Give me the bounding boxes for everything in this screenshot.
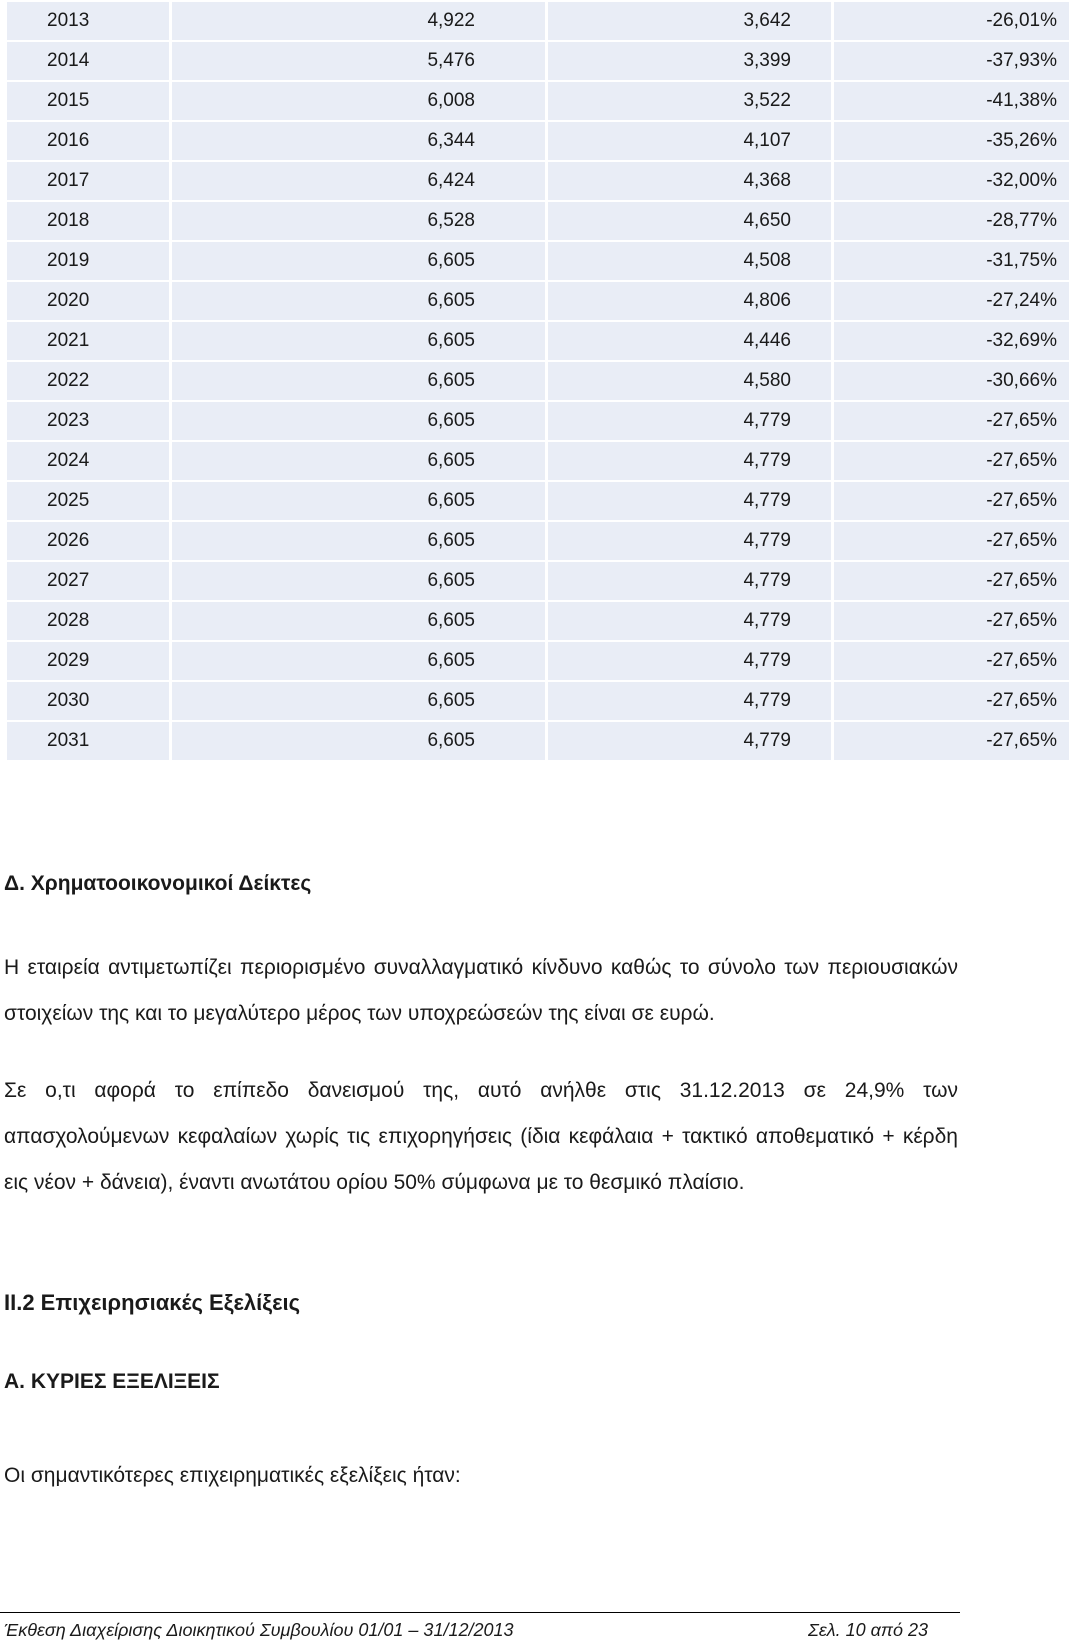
table-row xyxy=(7,602,1069,640)
cell-value-1: 6,605 xyxy=(172,442,545,480)
cell-value-1: 6,605 xyxy=(172,482,545,520)
cell-value-1: 6,605 xyxy=(172,522,545,560)
table-row xyxy=(7,442,1069,480)
cell-value-1: 4,922 xyxy=(172,2,545,40)
table-row xyxy=(7,42,1069,80)
cell-change-percent: -27,65% xyxy=(834,522,1069,560)
paragraph-currency-risk: Η εταιρεία αντιμετωπίζει περιορισμένο συναλλαγματικό κίνδυνο καθώς το σύνολο των περιουσιακών στοιχείων της και το μεγαλύτερο μέρος των υποχρεώσεών της είναι σε ευρώ. xyxy=(4,956,958,1025)
cell-year: 2017 xyxy=(7,162,169,200)
cell-value-2: 4,779 xyxy=(548,722,831,760)
cell-value-1: 6,424 xyxy=(172,162,545,200)
cell-year: 2029 xyxy=(7,642,169,680)
cell-year: 2028 xyxy=(7,602,169,640)
table-row xyxy=(7,322,1069,360)
cell-change-percent: -27,65% xyxy=(834,682,1069,720)
cell-value-1: 6,605 xyxy=(172,402,545,440)
section-heading-business-developments: ΙΙ.2 Επιχειρησιακές Εξελίξεις xyxy=(4,1290,301,1315)
cell-value-1: 6,605 xyxy=(172,642,545,680)
table-row xyxy=(7,162,1069,200)
cell-year: 2019 xyxy=(7,242,169,280)
cell-change-percent: -26,01% xyxy=(834,2,1069,40)
table-row xyxy=(7,682,1069,720)
cell-year: 2031 xyxy=(7,722,169,760)
cell-change-percent: -27,65% xyxy=(834,642,1069,680)
cell-year: 2018 xyxy=(7,202,169,240)
cell-change-percent: -27,65% xyxy=(834,482,1069,520)
cell-value-2: 4,779 xyxy=(548,522,831,560)
cell-value-2: 4,779 xyxy=(548,682,831,720)
table-row xyxy=(7,282,1069,320)
section-heading-financial-indicators: Δ. Χρηματοοικονομικοί Δείκτες xyxy=(4,872,312,895)
cell-change-percent: -27,65% xyxy=(834,722,1069,760)
cell-value-1: 6,605 xyxy=(172,682,545,720)
cell-change-percent: -27,65% xyxy=(834,562,1069,600)
cell-value-1: 6,605 xyxy=(172,242,545,280)
cell-change-percent: -30,66% xyxy=(834,362,1069,400)
cell-year: 2026 xyxy=(7,522,169,560)
cell-value-2: 4,779 xyxy=(548,642,831,680)
footer-document-title: Έκθεση Διαχείρισης Διοικητικού Συμβουλίου 01/01 – 31/12/2013 xyxy=(4,1620,514,1640)
footer-page-number: Σελ. 10 από 23 xyxy=(808,1620,928,1640)
paragraph-main-developments-intro: Οι σημαντικότερες επιχειρηματικές εξελίξεις ήταν: xyxy=(4,1464,461,1487)
table-row xyxy=(7,482,1069,520)
cell-value-2: 4,508 xyxy=(548,242,831,280)
cell-value-1: 6,605 xyxy=(172,722,545,760)
cell-value-2: 4,107 xyxy=(548,122,831,160)
cell-value-1: 6,528 xyxy=(172,202,545,240)
cell-value-1: 6,605 xyxy=(172,362,545,400)
cell-value-1: 6,008 xyxy=(172,82,545,120)
cell-change-percent: -28,77% xyxy=(834,202,1069,240)
table-row xyxy=(7,122,1069,160)
cell-value-1: 6,605 xyxy=(172,322,545,360)
cell-change-percent: -41,38% xyxy=(834,82,1069,120)
cell-value-2: 4,779 xyxy=(548,482,831,520)
table-row xyxy=(7,2,1069,40)
cell-change-percent: -27,65% xyxy=(834,442,1069,480)
cell-value-1: 6,605 xyxy=(172,562,545,600)
cell-value-2: 4,779 xyxy=(548,562,831,600)
cell-change-percent: -35,26% xyxy=(834,122,1069,160)
cell-year: 2024 xyxy=(7,442,169,480)
table-row xyxy=(7,242,1069,280)
table-row xyxy=(7,82,1069,120)
table-row xyxy=(7,402,1069,440)
data-table xyxy=(4,0,1072,762)
section-heading-main-developments: Α. ΚΥΡΙΕΣ ΕΞΕΛΙΞΕΙΣ xyxy=(4,1370,220,1393)
cell-change-percent: -27,24% xyxy=(834,282,1069,320)
cell-year: 2025 xyxy=(7,482,169,520)
cell-value-2: 4,446 xyxy=(548,322,831,360)
cell-value-2: 4,779 xyxy=(548,602,831,640)
cell-year: 2023 xyxy=(7,402,169,440)
footer-divider xyxy=(0,1612,960,1613)
cell-change-percent: -31,75% xyxy=(834,242,1069,280)
cell-value-2: 4,650 xyxy=(548,202,831,240)
cell-change-percent: -27,65% xyxy=(834,602,1069,640)
table-row xyxy=(7,202,1069,240)
cell-year: 2016 xyxy=(7,122,169,160)
cell-value-1: 6,605 xyxy=(172,282,545,320)
table-body xyxy=(7,2,1069,760)
cell-year: 2027 xyxy=(7,562,169,600)
cell-value-2: 4,779 xyxy=(548,442,831,480)
cell-year: 2020 xyxy=(7,282,169,320)
cell-change-percent: -27,65% xyxy=(834,402,1069,440)
cell-change-percent: -32,00% xyxy=(834,162,1069,200)
cell-value-2: 3,399 xyxy=(548,42,831,80)
cell-year: 2014 xyxy=(7,42,169,80)
cell-value-2: 3,642 xyxy=(548,2,831,40)
table-row xyxy=(7,562,1069,600)
cell-value-2: 4,779 xyxy=(548,402,831,440)
cell-value-1: 5,476 xyxy=(172,42,545,80)
cell-year: 2021 xyxy=(7,322,169,360)
table-row xyxy=(7,642,1069,680)
cell-value-1: 6,605 xyxy=(172,602,545,640)
cell-value-2: 3,522 xyxy=(548,82,831,120)
cell-value-2: 4,368 xyxy=(548,162,831,200)
cell-value-2: 4,806 xyxy=(548,282,831,320)
table-row xyxy=(7,362,1069,400)
table-row xyxy=(7,522,1069,560)
cell-year: 2015 xyxy=(7,82,169,120)
cell-change-percent: -37,93% xyxy=(834,42,1069,80)
cell-change-percent: -32,69% xyxy=(834,322,1069,360)
cell-value-2: 4,580 xyxy=(548,362,831,400)
cell-year: 2013 xyxy=(7,2,169,40)
paragraph-borrowing-level: Σε ο,τι αφορά το επίπεδο δανεισμού της, αυτό ανήλθε στις 31.12.2013 σε 24,9% των απασχολούμενων κεφαλαίων χωρίς τις επιχορηγήσεις (ίδια κεφάλαια + τακτικό αποθεματικό + κέρδη εις νέον + δάνεια), έναντι ανωτάτου ορίου 50% σύμφωνα με το θεσμικό πλαίσιο. xyxy=(4,1079,958,1194)
cell-year: 2030 xyxy=(7,682,169,720)
cell-year: 2022 xyxy=(7,362,169,400)
cell-value-1: 6,344 xyxy=(172,122,545,160)
page-footer xyxy=(4,1618,928,1642)
table-row xyxy=(7,722,1069,760)
